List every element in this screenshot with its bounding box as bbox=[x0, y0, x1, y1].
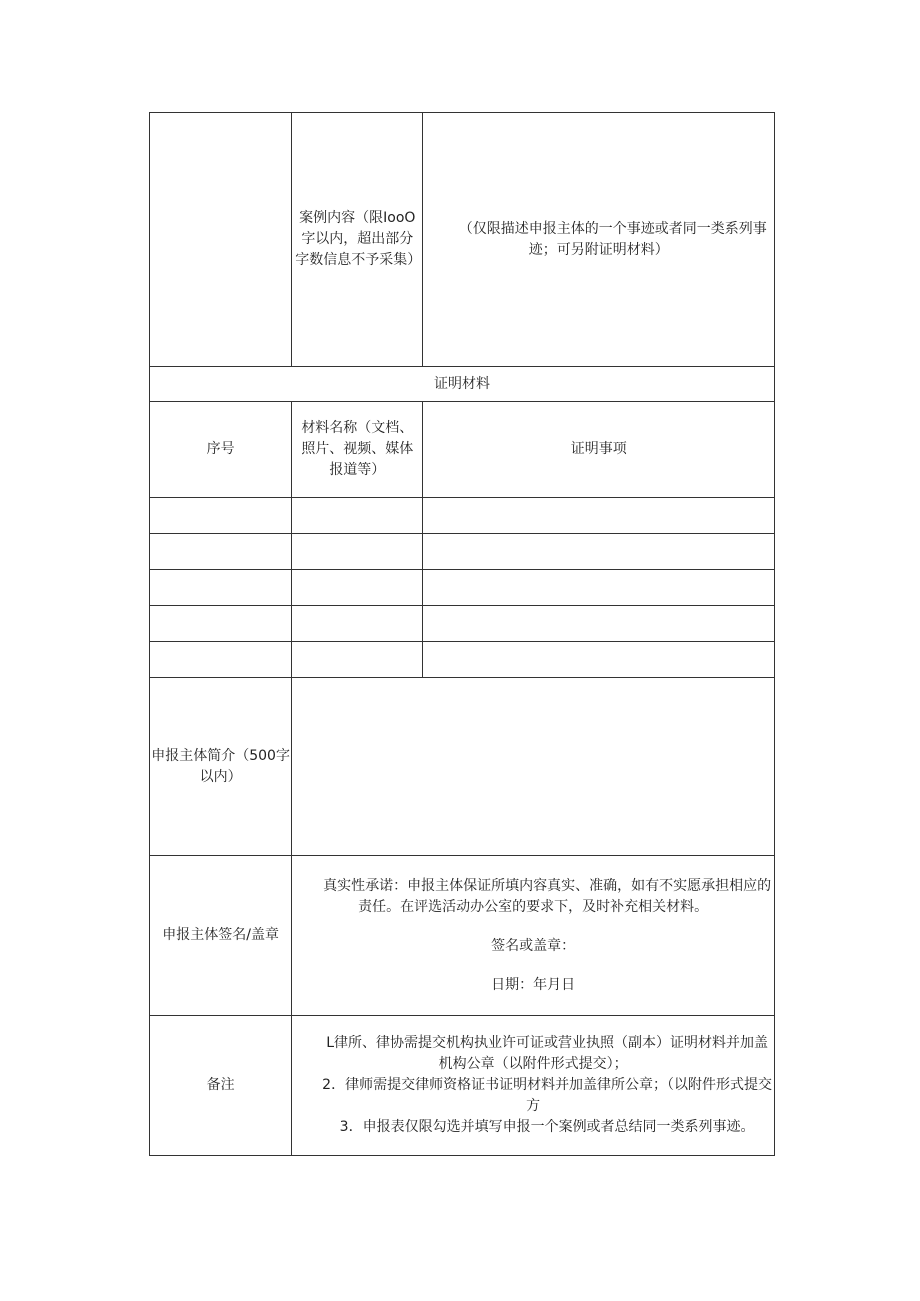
material-name-cell[interactable] bbox=[292, 642, 423, 678]
seq-cell[interactable] bbox=[150, 534, 292, 570]
intro-row bbox=[150, 678, 775, 856]
proof-item-cell[interactable] bbox=[423, 534, 775, 570]
proof-item-cell[interactable] bbox=[423, 606, 775, 642]
signature-label: 申报主体签名/盖章 bbox=[150, 856, 292, 1016]
proof-item-cell[interactable] bbox=[423, 570, 775, 606]
signature-row bbox=[150, 856, 775, 1016]
table-row bbox=[150, 498, 775, 534]
remark-note-3: 3．申报表仅限勾选并填写申报一个案例或者总结同一类系列事迹。 bbox=[339, 1119, 755, 1135]
header-seq: 序号 bbox=[150, 402, 292, 498]
table-row bbox=[150, 606, 775, 642]
table-row bbox=[150, 642, 775, 678]
material-name-cell[interactable] bbox=[292, 498, 423, 534]
seq-cell[interactable] bbox=[150, 570, 292, 606]
case-content-hint: （仅限描述申报主体的一个事迹或者同一类系列事迹；可另附证明材料） bbox=[458, 220, 767, 258]
evidence-title-row bbox=[150, 367, 775, 402]
seq-cell[interactable] bbox=[150, 606, 292, 642]
header-proof-item: 证明事项 bbox=[423, 402, 775, 498]
evidence-section-title: 证明材料 bbox=[150, 367, 775, 402]
intro-field[interactable] bbox=[292, 678, 775, 856]
remark-note-2: 2．律师需提交律师资格证书证明材料并加盖律所公章；（以附件形式提交方 bbox=[322, 1077, 773, 1114]
case-blank-cell bbox=[150, 113, 292, 367]
seq-cell[interactable] bbox=[150, 498, 292, 534]
proof-item-cell[interactable] bbox=[423, 498, 775, 534]
date-label: 日期：年月日 bbox=[491, 976, 576, 993]
header-material-name: 材料名称（文档、照片、视频、媒体报道等） bbox=[292, 402, 423, 498]
case-content-row bbox=[150, 113, 775, 367]
remarks-row bbox=[150, 1016, 775, 1156]
seq-cell[interactable] bbox=[150, 642, 292, 678]
proof-item-cell[interactable] bbox=[423, 642, 775, 678]
authenticity-pledge: 真实性承诺：申报主体保证所填内容真实、准确，如有不实愿承担相应的责任。在评选活动办公室的要求下，及时补充相关材料。 bbox=[323, 877, 772, 915]
remark-note-1: L律所、律协需提交机构执业许可证或营业执照（副本）证明材料并加盖机构公章（以附件形式提交）； bbox=[326, 1035, 769, 1072]
application-form-table bbox=[149, 112, 775, 1156]
sign-or-seal-label: 签名或盖章： bbox=[491, 937, 576, 954]
signature-field[interactable] bbox=[292, 856, 775, 1016]
table-row bbox=[150, 570, 775, 606]
material-name-cell[interactable] bbox=[292, 534, 423, 570]
remarks-content bbox=[292, 1016, 775, 1156]
case-content-label: 案例内容（限IooO字以内，超出部分字数信息不予采集） bbox=[292, 113, 423, 367]
case-content-field[interactable] bbox=[423, 113, 775, 367]
remarks-label: 备注 bbox=[150, 1016, 292, 1156]
material-name-cell[interactable] bbox=[292, 606, 423, 642]
evidence-header-row bbox=[150, 402, 775, 498]
table-row bbox=[150, 534, 775, 570]
material-name-cell[interactable] bbox=[292, 570, 423, 606]
intro-label: 申报主体简介（500字以内） bbox=[150, 678, 292, 856]
